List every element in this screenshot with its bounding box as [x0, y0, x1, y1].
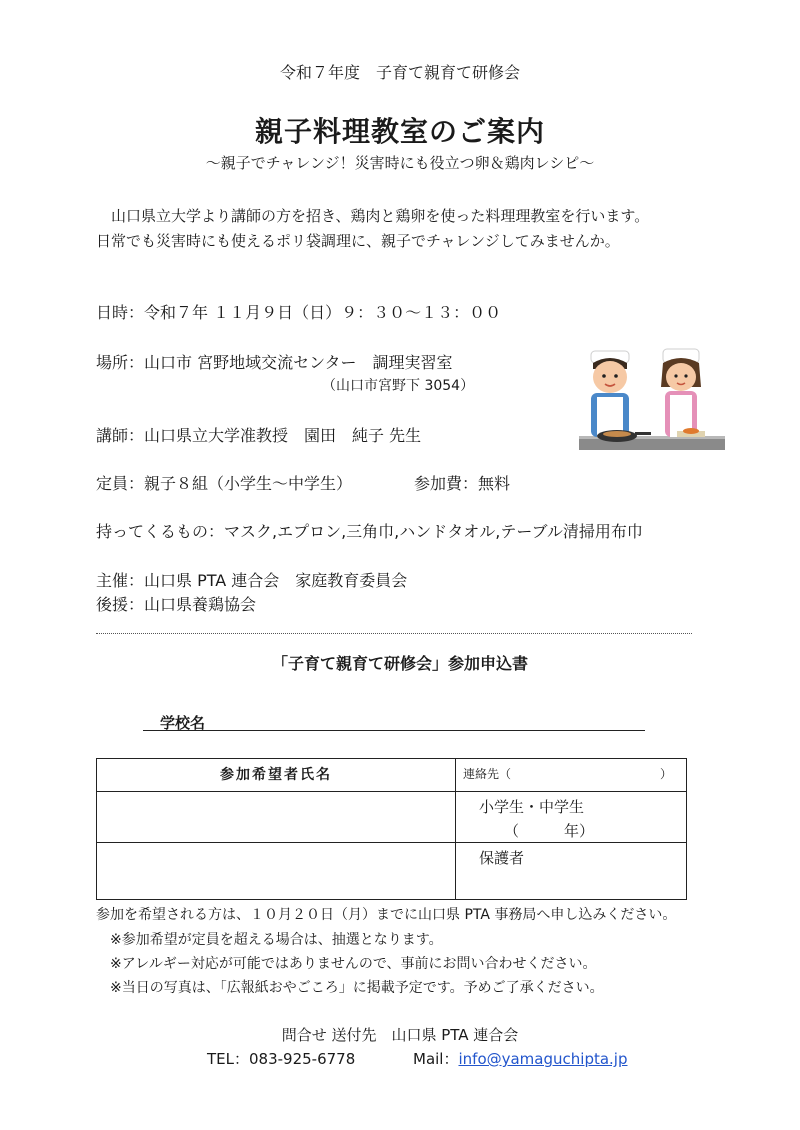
event-organizer: 主催：山口県 PTA 連合会 家庭教育委員会 [96, 571, 408, 590]
participant-name-header: 参加希望者氏名 [97, 759, 456, 792]
footer-contact: 問合せ 送付先 山口県 PTA 連合会 [281, 1026, 519, 1044]
guardian-label: 保護者 [479, 849, 525, 867]
form-title: 「子育て親育て研修会」参加申込書 [271, 654, 528, 673]
footer-mail-label: Mail： [413, 1050, 459, 1068]
event-bring-items: 持ってくるもの：マスク,エプロン,三角巾,ハンドタオル,テーブル清掃用布巾 [96, 522, 643, 541]
grade-label: 小学生・中学生 [479, 798, 585, 816]
footer-mail-link[interactable]: info@yamaguchipta.jp [458, 1050, 628, 1068]
event-capacity: 定員：親子８組（小学生～中学生） [96, 474, 353, 493]
contact-field[interactable] [456, 759, 687, 792]
event-datetime: 日時：令和７年 １１月９日（日）９：３０～１３：００ [96, 303, 502, 322]
guardian-name-field[interactable] [97, 843, 456, 900]
intro-line-1: 山口県立大学より講師の方を招き、鶏肉と鶏卵を使った料理理教室を行います。 [96, 207, 650, 225]
parent-child-cooking-illustration [577, 343, 727, 453]
contact-paren-close: ） [659, 767, 672, 781]
footer-tel: TEL：083-925-6778 [207, 1050, 356, 1068]
grade-cell[interactable] [456, 792, 687, 843]
cut-line-divider [96, 633, 692, 634]
photo-note: ※当日の写真は、「広報紙おやごころ」に掲載予定です。予めご了承ください。 [110, 980, 604, 996]
allergy-note: ※アレルギー対応が可能ではありませんので、事前にお問い合わせください。 [110, 956, 597, 972]
deadline-note: 参加を希望される方は、１０月２０日（月）までに山口県 PTA 事務局へ申し込みください。 [96, 907, 677, 923]
event-address: （山口市宮野下 3054） [322, 378, 475, 394]
intro-line-2: 日常でも災害時にも使えるポリ袋調理に、親子でチャレンジしてみませんか。 [96, 232, 620, 250]
event-support: 後援：山口県養鶏協会 [96, 595, 257, 614]
application-form-table [96, 758, 687, 900]
grade-year-field: （ 年） [504, 822, 595, 840]
series-title: 令和７年度 子育て親育て研修会 [279, 63, 520, 82]
contact-label: 連絡先（ [463, 767, 512, 781]
school-name-label: 学校名 [160, 714, 206, 732]
footer-mail [413, 1048, 628, 1069]
event-lecturer: 講師：山口県立大学准教授 園田 純子 先生 [96, 426, 422, 445]
school-name-field[interactable] [143, 730, 645, 731]
child-name-field[interactable] [97, 792, 456, 843]
event-fee: 参加費：無料 [414, 474, 511, 493]
guardian-cell [456, 843, 687, 900]
page-title: 親子料理教室のご案内 [254, 115, 545, 148]
page-subtitle: ～親子でチャレンジ！災害時にも役立つ卵＆鶏肉レシピ～ [205, 154, 595, 172]
lottery-note: ※参加希望が定員を超える場合は、抽選となります。 [110, 932, 443, 948]
event-place: 場所：山口市 宮野地域交流センター 調理実習室 [96, 353, 453, 372]
